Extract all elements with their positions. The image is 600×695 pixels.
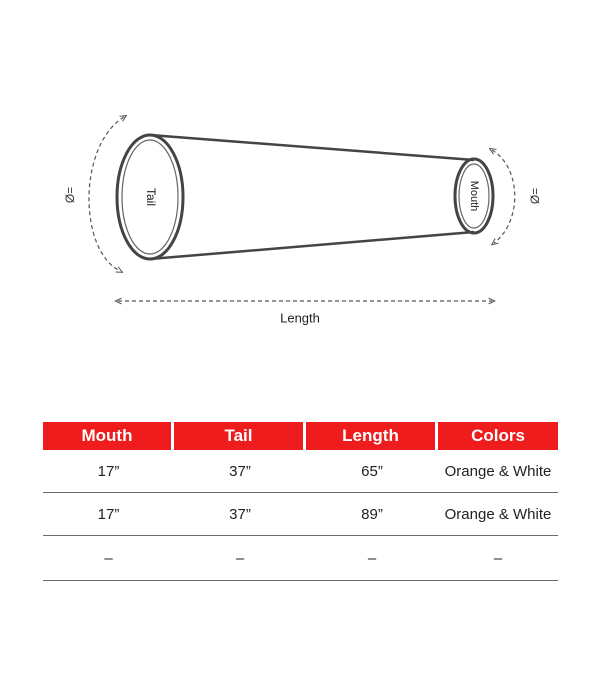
tail-diameter-symbol: Ø= [63, 186, 78, 204]
cell-colors: Orange & White [438, 493, 558, 536]
header-tail: Tail [174, 422, 306, 450]
cell-tail: 37” [174, 493, 306, 536]
header-mouth: Mouth [43, 422, 174, 450]
cell-length: 65” [306, 450, 438, 493]
cell-tail: 37” [174, 450, 306, 493]
header-length: Length [306, 422, 438, 450]
mouth-diameter-symbol: Ø= [528, 187, 543, 205]
cell-mouth: 17” [43, 450, 174, 493]
mouth-label: Mouth [468, 180, 481, 212]
table-row [43, 536, 558, 581]
tail-label: Tail [143, 187, 158, 207]
cell-colors: – [438, 536, 558, 581]
length-label: Length [280, 310, 320, 326]
header-colors: Colors [438, 422, 558, 450]
cell-length: 89” [306, 493, 438, 536]
table-header-row [43, 422, 558, 450]
cell-colors: Orange & White [438, 450, 558, 493]
size-spec-table [43, 422, 558, 581]
cell-mouth: 17” [43, 493, 174, 536]
windsock-body [150, 135, 474, 259]
cell-tail: – [174, 536, 306, 581]
table-row [43, 450, 558, 493]
cell-length: – [306, 536, 438, 581]
table-row [43, 493, 558, 536]
cell-mouth: – [43, 536, 174, 581]
mouth-diameter-arrow [492, 150, 515, 243]
tail-diameter-arrow [89, 117, 124, 271]
